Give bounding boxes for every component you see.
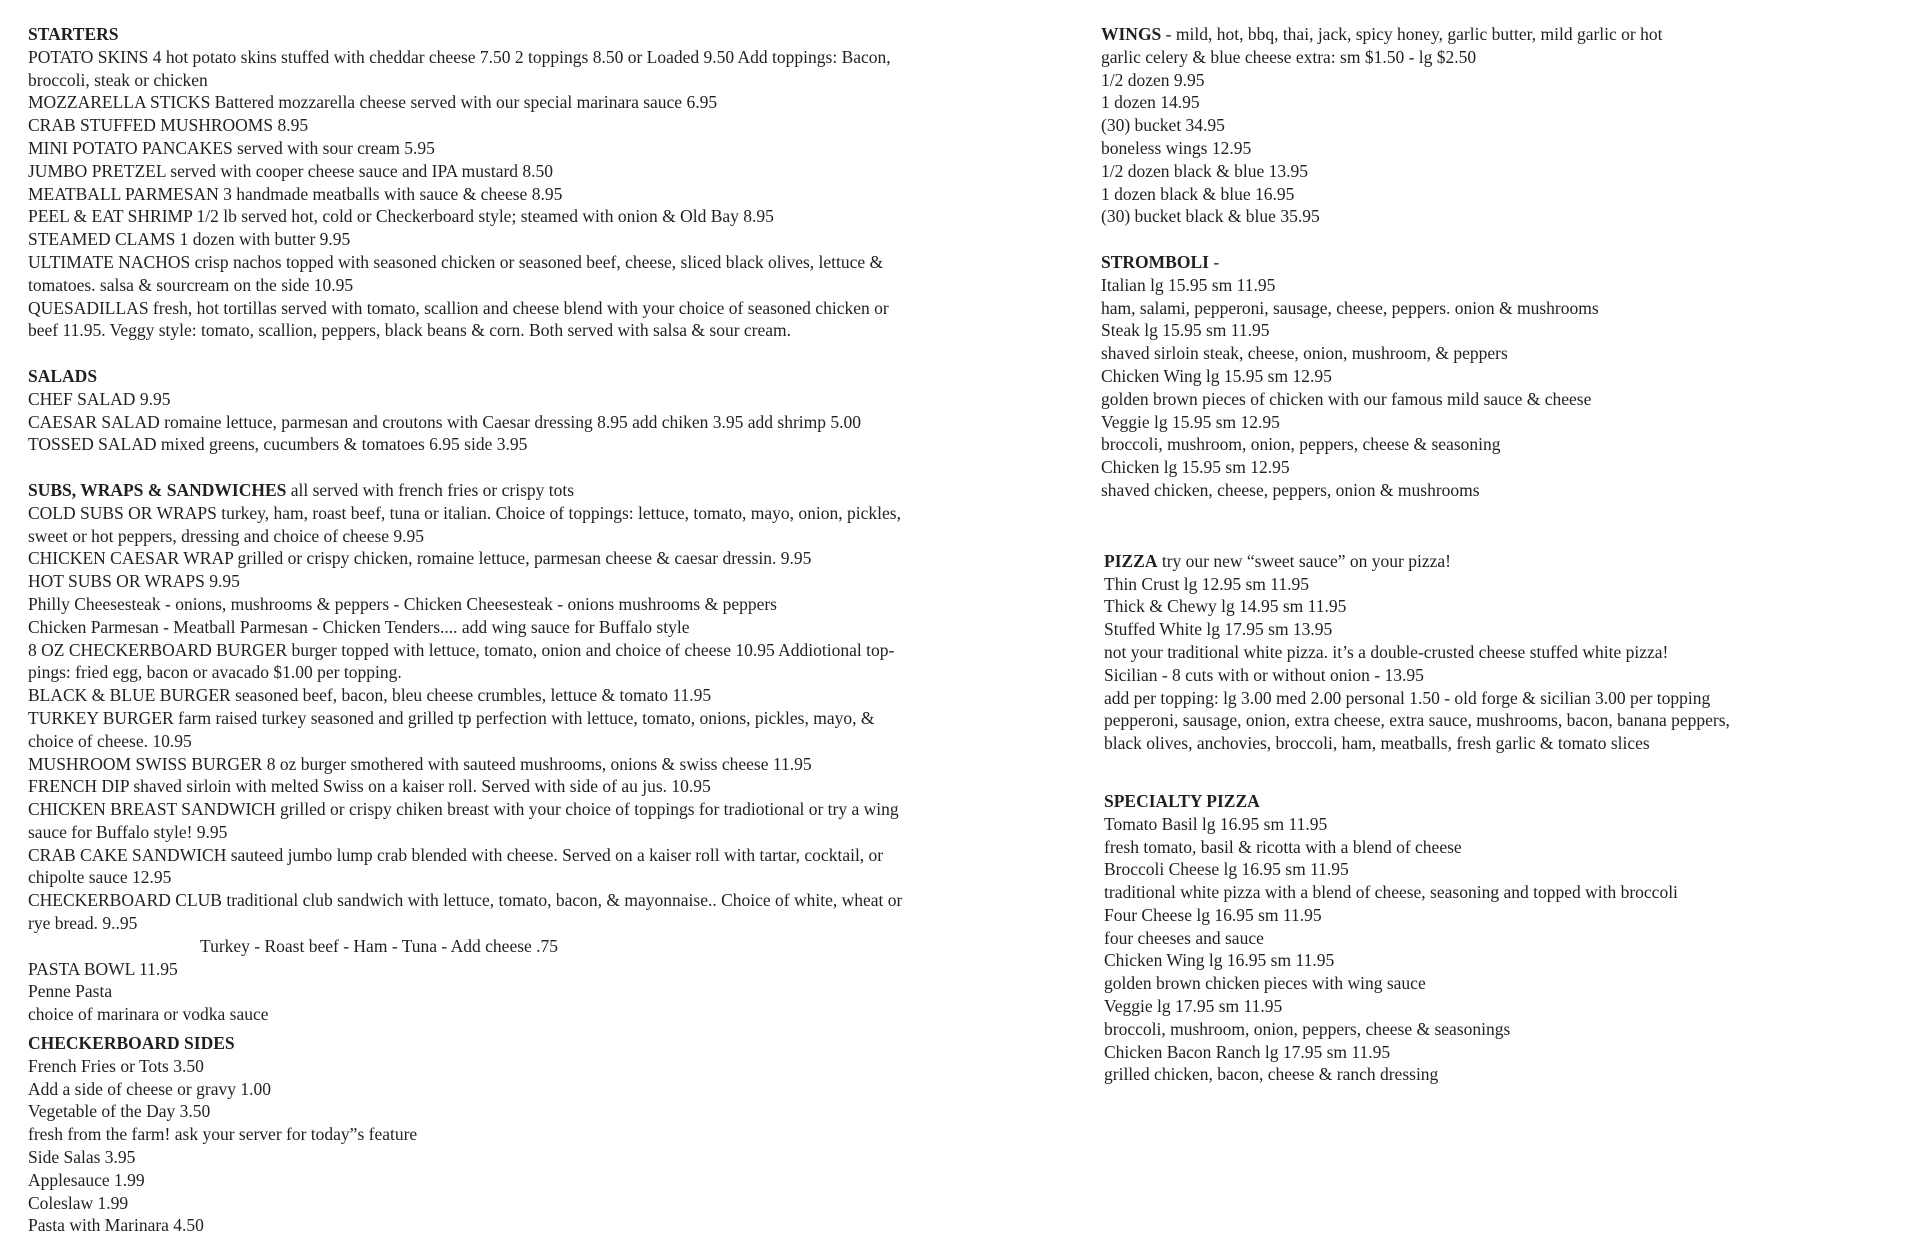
menu-line: four cheeses and sauce <box>1104 927 1264 948</box>
menu-line: Chicken Wing lg 15.95 sm 12.95 <box>1101 365 1332 386</box>
club-options: Turkey - Roast beef - Ham - Tuna - Add cheese .75 <box>200 935 559 956</box>
menu-line: Steak lg 15.95 sm 11.95 <box>1101 320 1270 341</box>
menu-line: tomatoes. salsa & sourcream on the side 10.95 <box>28 274 354 295</box>
pizza-section <box>1101 550 1901 755</box>
menu-line: ham, salami, pepperoni, sausage, cheese, peppers. onion & mushrooms <box>1101 297 1599 318</box>
menu-line: Pasta with Marinara 4.50 <box>28 1215 204 1236</box>
menu-line: COLD SUBS OR WRAPS turkey, ham, roast beef, tuna or italian. Choice of toppings: lettuce, tomato, mayo, onion, pickles, <box>28 502 901 523</box>
menu-line: (30) bucket black & blue 35.95 <box>1101 206 1320 227</box>
menu-line: fresh from the farm! ask your server for today”s feature <box>28 1124 418 1145</box>
menu-line: sweet or hot peppers, dressing and choice of cheese 9.95 <box>28 525 425 546</box>
menu-line: CHICKEN CAESAR WRAP grilled or crispy chicken, romaine lettuce, parmesan cheese & caesar dressin. 9.95 <box>28 548 812 569</box>
section-title: SUBS, WRAPS & SANDWICHES <box>28 479 287 500</box>
menu-line: MINI POTATO PANCAKES served with sour cream 5.95 <box>28 137 435 158</box>
menu-line: grilled chicken, bacon, cheese & ranch dressing <box>1104 1064 1439 1085</box>
menu-line: not your traditional white pizza. it’s a double-crusted cheese stuffed white pizza! <box>1104 641 1669 662</box>
menu-line: Tomato Basil lg 16.95 sm 11.95 <box>1104 813 1328 834</box>
menu-line: Thick & Chewy lg 14.95 sm 11.95 <box>1104 596 1347 617</box>
menu-line: CHEF SALAD 9.95 <box>28 388 171 409</box>
section-title: STARTERS <box>28 24 119 44</box>
menu-line: POTATO SKINS 4 hot potato skins stuffed with cheddar cheese 7.50 2 toppings 8.50 or Loaded 9.50 Add toppings: Bacon, <box>28 46 891 67</box>
menu-line: 1/2 dozen 9.95 <box>1101 69 1205 90</box>
menu-line: CRAB CAKE SANDWICH sauteed jumbo lump crab blended with cheese. Served on a kaiser roll with tartar, cocktail, or <box>28 844 884 865</box>
menu-line: Coleslaw 1.99 <box>28 1192 129 1213</box>
section-title: SPECIALTY PIZZA <box>1104 790 1260 811</box>
menu-line: fresh tomato, basil & ricotta with a blend of cheese <box>1104 836 1462 857</box>
menu-line: broccoli, steak or chicken <box>28 69 208 90</box>
section-heading <box>28 479 983 502</box>
section-subtitle: - <box>1208 251 1220 272</box>
menu-line: HOT SUBS OR WRAPS 9.95 <box>28 571 240 592</box>
salads-section <box>28 365 983 456</box>
menu-line: pings: fried egg, bacon or avacado $1.00 per topping. <box>28 662 402 683</box>
menu-line: Veggie lg 17.95 sm 11.95 <box>1104 996 1283 1017</box>
menu-line: MUSHROOM SWISS BURGER 8 oz burger smothered with sauteed mushrooms, onions & swiss cheese 11.95 <box>28 753 812 774</box>
menu-line: add per topping: lg 3.00 med 2.00 personal 1.50 - old forge & sicilian 3.00 per topping <box>1104 687 1711 708</box>
menu-line: ULTIMATE NACHOS crisp nachos topped with seasoned chicken or seasoned beef, cheese, sliced black olives, lettuce & <box>28 251 884 272</box>
menu-line: Side Salas 3.95 <box>28 1147 136 1168</box>
menu-line: Stuffed White lg 17.95 sm 13.95 <box>1104 619 1333 640</box>
section-title: WINGS <box>1101 24 1162 44</box>
menu-line: shaved sirloin steak, cheese, onion, mushroom, & peppers <box>1101 343 1508 364</box>
menu-line: BLACK & BLUE BURGER seasoned beef, bacon, bleu cheese crumbles, lettuce & tomato 11.95 <box>28 685 712 706</box>
menu-line: broccoli, mushroom, onion, peppers, cheese & seasonings <box>1104 1018 1511 1039</box>
wings-section <box>1101 23 1901 228</box>
menu-lines <box>1104 573 1901 755</box>
section-heading <box>1104 550 1901 573</box>
menu-line: CHICKEN BREAST SANDWICH grilled or crispy chiken breast with your choice of toppings for tradiotional or try a wing <box>28 799 899 820</box>
menu-lines <box>1101 274 1901 502</box>
menu-lines <box>28 1055 983 1237</box>
menu-lines <box>1104 813 1901 1087</box>
section-subtitle: - mild, hot, bbq, thai, jack, spicy honey, garlic butter, mild garlic or hot <box>1161 24 1663 44</box>
menu-line: QUESADILLAS fresh, hot tortillas served with tomato, scallion and cheese blend with your choice of seasoned chicken or <box>28 297 889 318</box>
section-subtitle: try our new “sweet sauce” on your pizza! <box>1157 550 1451 571</box>
menu-line: Chicken Parmesan - Meatball Parmesan - Chicken Tenders.... add wing sauce for Buffalo style <box>28 616 690 637</box>
menu-line: CHECKERBOARD CLUB traditional club sandwich with lettuce, tomato, bacon, & mayonnaise.. Choice of white, wheat or <box>28 890 903 911</box>
menu-line: Broccoli Cheese lg 16.95 sm 11.95 <box>1104 859 1349 880</box>
menu-lines <box>28 958 983 1026</box>
menu-line: French Fries or Tots 3.50 <box>28 1055 204 1076</box>
menu-line: choice of marinara or vodka sauce <box>28 1004 269 1025</box>
menu-line: JUMBO PRETZEL served with cooper cheese sauce and IPA mustard 8.50 <box>28 160 554 181</box>
menu-lines <box>28 388 983 456</box>
menu-line: Four Cheese lg 16.95 sm 11.95 <box>1104 904 1322 925</box>
menu-right-column <box>1101 23 1901 1086</box>
menu-left-column <box>28 23 983 1237</box>
menu-line: Chicken Bacon Ranch lg 17.95 sm 11.95 <box>1104 1041 1391 1062</box>
menu-line: broccoli, mushroom, onion, peppers, cheese & seasoning <box>1101 434 1501 455</box>
menu-line: rye bread. 9..95 <box>28 913 138 934</box>
menu-line: traditional white pizza with a blend of cheese, seasoning and topped with broccoli <box>1104 882 1678 903</box>
menu-line: boneless wings 12.95 <box>1101 137 1252 158</box>
section-heading <box>1101 251 1901 274</box>
menu-line: TOSSED SALAD mixed greens, cucumbers & tomatoes 6.95 side 3.95 <box>28 434 528 455</box>
menu-line: Sicilian - 8 cuts with or without onion - 13.95 <box>1104 664 1424 685</box>
menu-line: 1 dozen black & blue 16.95 <box>1101 183 1295 204</box>
menu-line: CRAB STUFFED MUSHROOMS 8.95 <box>28 115 309 136</box>
menu-line: PASTA BOWL 11.95 <box>28 958 178 979</box>
section-heading <box>1101 23 1901 46</box>
menu-line: Italian lg 15.95 sm 11.95 <box>1101 274 1276 295</box>
section-title: STROMBOLI <box>1101 251 1209 272</box>
menu-line: Add a side of cheese or gravy 1.00 <box>28 1078 271 1099</box>
starters-section <box>28 23 983 342</box>
section-title: PIZZA <box>1104 550 1158 571</box>
menu-line: Vegetable of the Day 3.50 <box>28 1101 211 1122</box>
section-title: SALADS <box>28 365 98 386</box>
menu-line: golden brown chicken pieces with wing sauce <box>1104 973 1426 994</box>
menu-line: sauce for Buffalo style! 9.95 <box>28 821 228 842</box>
specialty-pizza-section <box>1101 790 1901 1086</box>
menu-line: Chicken Wing lg 16.95 sm 11.95 <box>1104 950 1335 971</box>
menu-line: garlic celery & blue cheese extra: sm $1.50 - lg $2.50 <box>1101 46 1477 67</box>
menu-lines <box>1101 46 1901 228</box>
menu-line: 1 dozen 14.95 <box>1101 92 1200 113</box>
menu-line: Applesauce 1.99 <box>28 1169 145 1190</box>
menu-line: Philly Cheesesteak - onions, mushrooms & peppers - Chicken Cheesesteak - onions mushrooms & peppers <box>28 593 777 614</box>
stromboli-section <box>1101 251 1901 502</box>
menu-line: Penne Pasta <box>28 981 113 1002</box>
menu-line: MOZZARELLA STICKS Battered mozzarella cheese served with our special marinara sauce 6.95 <box>28 92 718 113</box>
menu-line: choice of cheese. 10.95 <box>28 730 192 751</box>
menu-line: golden brown pieces of chicken with our famous mild sauce & cheese <box>1101 388 1592 409</box>
menu-line: shaved chicken, cheese, peppers, onion & mushrooms <box>1101 479 1480 500</box>
menu-line: 1/2 dozen black & blue 13.95 <box>1101 160 1309 181</box>
menu-line: beef 11.95. Veggy style: tomato, scallion, peppers, black beans & corn. Both served with salsa & sour cream. <box>28 320 792 341</box>
menu-line: MEATBALL PARMESAN 3 handmade meatballs with sauce & cheese 8.95 <box>28 183 563 204</box>
menu-line: chipolte sauce 12.95 <box>28 867 172 888</box>
menu-line: (30) bucket 34.95 <box>1101 115 1225 136</box>
menu-lines <box>28 502 983 935</box>
menu-line: pepperoni, sausage, onion, extra cheese, extra sauce, mushrooms, bacon, banana peppers, <box>1104 710 1730 731</box>
menu-line: CAESAR SALAD romaine lettuce, parmesan and croutons with Caesar dressing 8.95 add chiken 3.95 add shrimp 5.00 <box>28 411 862 432</box>
menu-line: PEEL & EAT SHRIMP 1/2 lb served hot, cold or Checkerboard style; steamed with onion & Old Bay 8.95 <box>28 206 774 227</box>
menu-line: 8 OZ CHECKERBOARD BURGER burger topped with lettuce, tomato, onion and choice of cheese 10.95 Addiotional top- <box>28 639 895 660</box>
menu-line: Veggie lg 15.95 sm 12.95 <box>1101 411 1280 432</box>
menu-line: Chicken lg 15.95 sm 12.95 <box>1101 457 1290 478</box>
menu-lines <box>28 46 983 342</box>
menu-line: TURKEY BURGER farm raised turkey seasoned and grilled tp perfection with lettuce, tomato, onions, pickles, mayo, & <box>28 707 875 728</box>
menu-line: black olives, anchovies, broccoli, ham, meatballs, fresh garlic & tomato slices <box>1104 733 1650 754</box>
menu-line: Thin Crust lg 12.95 sm 11.95 <box>1104 573 1309 594</box>
menu-line: STEAMED CLAMS 1 dozen with butter 9.95 <box>28 229 351 250</box>
section-title: CHECKERBOARD SIDES <box>28 1033 235 1054</box>
subs-section <box>28 479 983 1026</box>
menu-line: FRENCH DIP shaved sirloin with melted Swiss on a kaiser roll. Served with side of au jus. 10.95 <box>28 776 711 797</box>
sides-section <box>28 1032 983 1237</box>
section-subtitle: all served with french fries or crispy tots <box>286 479 575 500</box>
